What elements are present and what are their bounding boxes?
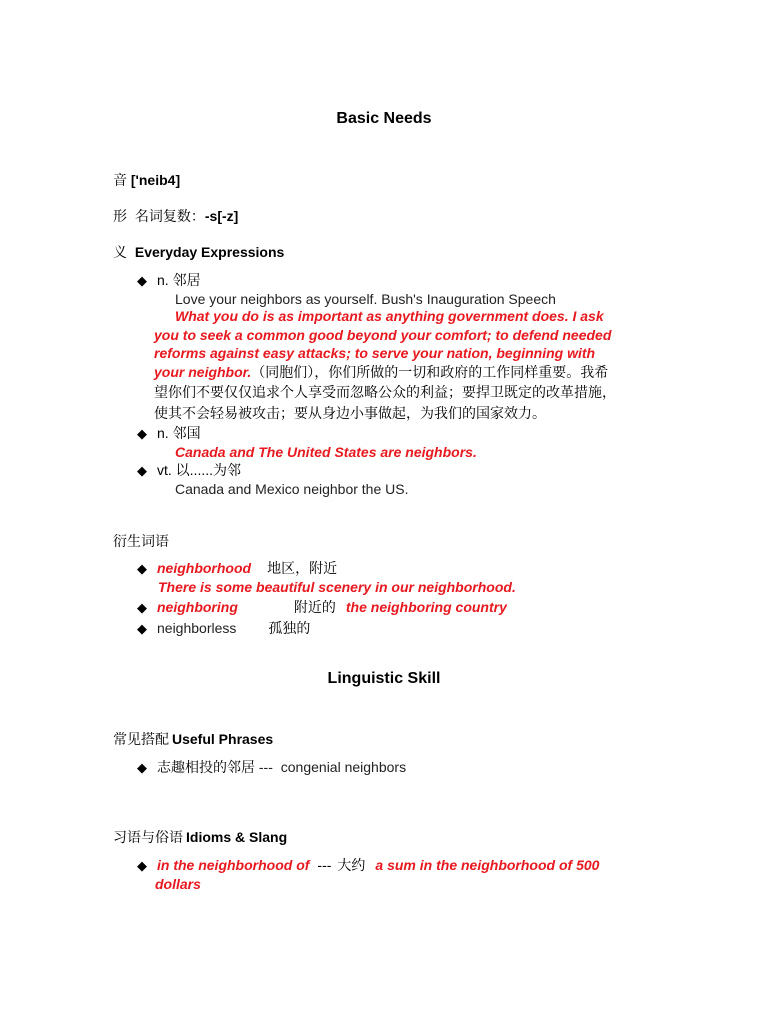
definition-3-example: Canada and Mexico neighbor the US. — [175, 481, 409, 497]
idioms-heading-cn: 习语与俗语 — [113, 829, 183, 845]
bullet-icon: ◆ — [137, 600, 147, 615]
quote-line-4 — [154, 363, 608, 381]
derivative-meaning: 附近的 — [293, 599, 336, 615]
derivatives-heading: 衍生词语 — [113, 533, 169, 549]
definition-2-example: Canada and The United States are neighbors. — [175, 444, 477, 460]
pronunciation-label: 音 — [113, 172, 127, 188]
quote-line-3: reforms against easy attacks; to serve your nation, beginning with — [154, 345, 596, 361]
derivative-word: neighborhood — [157, 560, 252, 576]
quote-line-4-text: your neighbor. — [154, 364, 252, 380]
bullet-icon: ◆ — [137, 621, 147, 636]
phrase-item — [137, 758, 406, 777]
phrases-heading — [113, 730, 273, 748]
idiom-phrase: in the neighborhood of — [157, 857, 310, 873]
bullet-icon: ◆ — [137, 858, 147, 873]
derivative-meaning: 孤独的 — [268, 620, 311, 636]
phrase-cn: 志趣相投的邻居 — [157, 759, 255, 775]
section-title-linguistic-skill: Linguistic Skill — [327, 670, 441, 687]
definition-2 — [137, 424, 201, 443]
idiom-example-continued: dollars — [155, 876, 201, 892]
bullet-icon: ◆ — [137, 426, 147, 441]
idioms-heading — [113, 828, 287, 846]
meaning-label: 义 — [113, 244, 127, 260]
translation-line-2: 望你们不要仅仅追求个人享受而忽略公众的利益；要捍卫既定的改革措施， — [154, 384, 616, 400]
derivative-item — [137, 619, 310, 638]
definition-1-pos: n. 邻居 — [157, 272, 201, 288]
quote-line-1: What you do is as important as anything government does. I ask — [175, 308, 604, 324]
phrases-heading-cn: 常见搭配 — [113, 731, 169, 747]
definition-1-example: Love your neighbors as yourself. Bush's Inauguration Speech — [175, 291, 556, 307]
idiom-separator: --- — [317, 857, 332, 873]
idiom-example: a sum in the neighborhood of 500 — [375, 857, 600, 873]
translation-line-1: （同胞们），你们所做的一切和政府的工作同样重要。我希 — [251, 364, 609, 380]
section-title-basic-needs: Basic Needs — [336, 110, 432, 127]
idiom-item — [137, 856, 599, 875]
bullet-icon: ◆ — [137, 760, 147, 775]
form-desc: 名词复数： — [134, 208, 205, 224]
definition-3 — [137, 461, 241, 480]
phrase-en: congenial neighbors — [280, 759, 407, 775]
meaning-row — [113, 243, 284, 261]
quote-line-2: you to seek a common good beyond your comfort; to defend needed — [154, 327, 612, 343]
definition-2-pos: n. 邻国 — [157, 425, 201, 441]
phrases-heading-en: Useful Phrases — [172, 731, 274, 747]
derivative-example: There is some beautiful scenery in our neighborhood. — [158, 579, 516, 595]
definition-1 — [137, 271, 201, 290]
derivative-word: neighborless — [157, 620, 237, 636]
derivative-word: neighboring — [157, 599, 238, 615]
form-value: -s[-z] — [204, 208, 239, 224]
bullet-icon: ◆ — [137, 463, 147, 478]
pronunciation-ipa: ['neib4] — [130, 172, 181, 188]
bullet-icon: ◆ — [137, 561, 147, 576]
derivative-item — [137, 598, 507, 617]
derivative-item — [137, 559, 337, 578]
pronunciation-row — [113, 171, 180, 189]
definition-3-pos: vt. 以......为邻 — [157, 462, 242, 478]
meaning-heading: Everyday Expressions — [134, 244, 285, 260]
form-row — [113, 207, 238, 225]
form-label: 形 — [113, 208, 127, 224]
bullet-icon: ◆ — [137, 273, 147, 288]
phrase-separator: --- — [255, 759, 277, 775]
derivative-example: the neighboring country — [345, 599, 507, 615]
idioms-heading-en: Idioms & Slang — [186, 829, 288, 845]
translation-line-3: 使其不会轻易被攻击；要从身边小事做起，为我们的国家效力。 — [154, 405, 546, 421]
idiom-meaning: 大约 — [337, 857, 366, 873]
derivative-meaning: 地区，附近 — [267, 560, 338, 576]
